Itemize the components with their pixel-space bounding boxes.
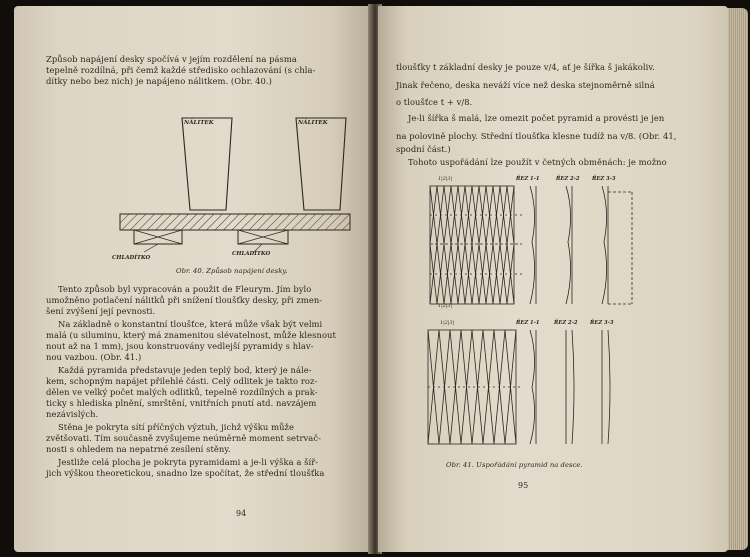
label-nalitek-right: NÁLITEK [298, 120, 328, 126]
section-label-top: ŘEZ 1-1 [516, 176, 540, 182]
left-text-line: ticky s hlediska plnění, smrštění, vnitřních pnutí atd. navzájem [46, 398, 317, 408]
left-text-line: Způsob napájení desky spočívá v jejím rozdělení na pásma [46, 54, 297, 64]
label-chladitko-left: CHLADÍTKO [112, 255, 151, 261]
section-label-bottom: ŘEZ 2-2 [554, 320, 578, 326]
riser-right-shape [296, 118, 346, 210]
figure-41-caption: Obr. 41. Uspořádání pyramid na desce. [446, 461, 583, 469]
label-nalitek-left: NÁLITEK [184, 120, 214, 126]
right-page [378, 6, 728, 552]
left-text-line: malá (u siluminu, který má znamenitou slévatelnost, může klesnout [46, 330, 336, 340]
plate-section [120, 214, 350, 230]
left-text-line: šení zvýšení její pevnosti. [46, 306, 156, 316]
right-text-line: o tloušťce t + v/8. [396, 97, 473, 107]
grid-marks-top: 1|2|3| [438, 177, 453, 182]
right-text-line: Jinak řečeno, deska neváží více než deska stejnoměrně silná [396, 80, 655, 90]
right-text-line: na polovině plochy. Střední tloušťka klesne tudíž na v/8. (Obr. 41, [396, 131, 677, 141]
label-chladitko-right: CHLADÍTKO [232, 251, 271, 257]
left-text-line: Na základně o konstantní tloušťce, která může však být velmi [58, 319, 323, 329]
right-text-line: spodní část.) [396, 144, 451, 154]
left-text-line: dítky nebo bez nich) je napájeno nálitkem. (Obr. 40.) [46, 76, 272, 86]
left-text-line: Jestliže celá plocha je pokryta pyramidami a je-li výška a šíř- [58, 457, 319, 467]
page-number-right: 95 [518, 481, 529, 490]
grid-marks-mid: 1|2|3| [438, 304, 453, 309]
section-label-bottom: ŘEZ 3-3 [590, 320, 614, 326]
page-number-left: 94 [236, 509, 247, 518]
left-text-line: tepelně rozdílná, při čemž každé středisko ochlazování (s chla- [46, 65, 316, 75]
right-text-line: tloušťky t základní desky je pouze v/4, ať je šířka š jakákoliv. [396, 62, 655, 72]
section-label-top: ŘEZ 2-2 [556, 176, 580, 182]
left-page [14, 6, 374, 552]
right-text-line: Tohoto uspořádání lze použít v četných obměnách: je možno [408, 157, 667, 167]
left-text-line: dělen ve velký počet malých odlitků, tepelně rozdílných a prak- [46, 387, 318, 397]
right-text-line: Je-li šířka š malá, lze omezit počet pyramid a provésti je jen [408, 113, 665, 123]
section-label-bottom: ŘEZ 1-1 [516, 320, 540, 326]
left-text-line: zvětšovati. Tím současně zvyšujeme neúměrně moment setrvač- [46, 433, 321, 443]
section-label-top: ŘEZ 3-3 [592, 176, 616, 182]
grid-marks-bottom: 1|2|3| [440, 321, 455, 326]
figure-41-diagram [426, 182, 646, 452]
left-text-line: Stěna je pokryta sítí příčných výztuh, jichž výšku může [58, 422, 294, 432]
left-text-line: kem, schopným napájet přilehlé části. Celý odlitek je takto roz- [46, 376, 318, 386]
left-text-line: nezávislých. [46, 409, 99, 419]
left-text-line: nout až na 1 mm), jsou konstruovány vedlejší pyramidy s hlav- [46, 341, 314, 351]
left-text-line: umožněno potlačení nálitků při snížení tloušťky desky, při zmen- [46, 295, 323, 305]
riser-left-shape [182, 118, 232, 210]
left-text-line: Tento způsob byl vypracován a použit de Fleurym. Jím bylo [58, 284, 312, 294]
figure-40-diagram [114, 110, 354, 260]
left-text-line: Každá pyramida představuje jeden teplý bod, který je nále- [58, 365, 312, 375]
left-text-line: jich výškou theoretickou, snadno lze spočítat, že střední tloušťka [46, 468, 325, 478]
figure-40-caption: Obr. 40. Způsob napájení desky. [176, 267, 288, 275]
left-text-line: nosti s ohledem na nepatrné zesílení stěny. [46, 444, 231, 454]
left-text-line: nou vazbou. (Obr. 41.) [46, 352, 142, 362]
